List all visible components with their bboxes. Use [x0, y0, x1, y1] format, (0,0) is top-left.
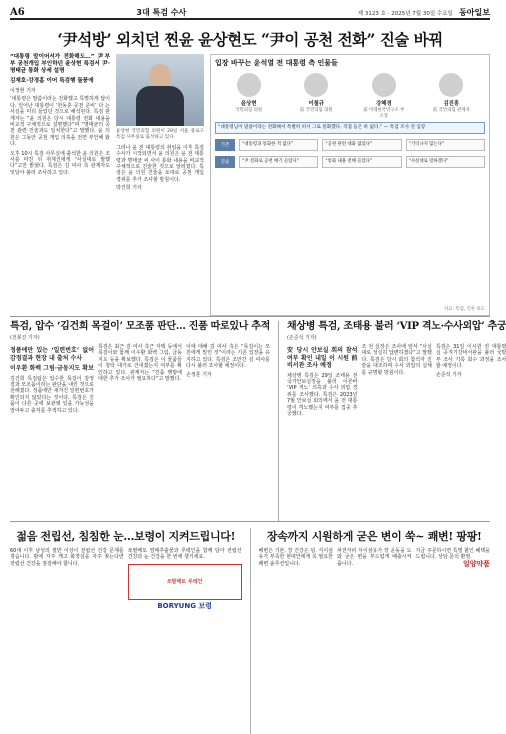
- top-story-col1: [10, 54, 110, 316]
- graphic-box: “사실대로 말하겠다”: [406, 156, 485, 168]
- graphic-quote: “대통령님이 말씀이라는 전화해서 특별히 비서 그로 통화했다. 직접 들은 바 없다.” — 특검 조사 전 입장: [215, 122, 485, 134]
- graphic-tag: 진술: [215, 156, 235, 168]
- top-story-col2: [116, 54, 204, 316]
- brand-logo: 일양약품: [462, 559, 490, 568]
- graphic-tag: 기존: [215, 139, 235, 151]
- graphic-title: 입장 바꾸는 윤석열 전 대통령 측 인물들: [215, 59, 338, 67]
- page-header: [10, 4, 490, 20]
- ad-body: 60대 이후 남성의 절반 이상이 전립선 건강 문제를 겪습니다. 밤에 자주 깨고 화장실을 자주 찾는다면 전립선 건강을 점검해야 합니다.: [10, 548, 124, 567]
- brand-logo: BORYUNG 보령: [157, 601, 212, 610]
- advertisements: [10, 528, 490, 734]
- story-body: 김건희 특검팀은 압수한 목걸이 감정 결과 모조품이라는 판단을 내린 것으로 전해졌다. 정품에만 새겨진 일련번호가 확인되지 않았다는 것이다. 특검은 진품이 다른 곳에 보관돼 있을 가능성을 열어두고 출처를 추적하고 있다.: [10, 375, 94, 414]
- info-graphic: [210, 54, 490, 316]
- product-box: 쏘팔메토 루테인: [128, 564, 242, 600]
- story-body: 조 전 실장은 조사에 앞서 “사실대로 성실히 답변하겠다”고 말했다. 특검은 당시 회의 참석자 진술을 대조하며 수사 외압의 실체를 규명할 방침이다.: [361, 344, 432, 376]
- photo-caption: 윤상현 국민의힘 의원이 29일 서울 종로구 특검 사무실로 출석하고 있다.: [116, 129, 204, 141]
- avatar: [439, 73, 463, 97]
- story-subline: (전봉진 기자): [10, 335, 40, 341]
- ad-boryung: [10, 528, 242, 734]
- ad-headline: 젊음 전립선, 침침한 눈…보령이 지켜드립니다!: [16, 530, 236, 543]
- avatar: [237, 73, 261, 97]
- newspaper-logo: 동아일보: [459, 7, 490, 17]
- story-body: 특검은 31일 이시원 전 대통령실 공직기강비서관을 불러 국방부 조사 기록 회수 과정을 조사할 예정이다.: [435, 344, 506, 370]
- story-body: 특검은 최근 김 여사 측근 자택 등에서 목걸이와 함께 이우환 화백 그림, 금동지도 등을 확보했다. 특검은 이 물품들이 청탁 대가로 건네졌는지 여부를 확인하고 있다. 관계자는 “진품 행방에 대한 추가 조사가 필요하다”고 말했다.: [98, 344, 182, 383]
- graphic-person: 이철규 前 국민의힘 의원: [295, 73, 337, 119]
- top-body2: 그러나 윤 전 대통령의 취임을 이후 특검 수사가 시작되면서 윤 의원은 윤 전 대통령과 명태균 씨 사이 통화 내용을 비교적 구체적으로 진술한 것으로 알려졌다. 특검은 윤 의원 진술을 토대로 공천 개입 경위를 추가 조사할 방침이다.: [116, 144, 204, 183]
- top-body3: 오후 10시 특검 사무실에 출석한 윤 의원은 조사를 마친 뒤 취재진에게 “사실대로 말했다”고만 밝혔다. 특검은 김 여사 측 관계자도 잇달아 불러 조사하고 있다.: [10, 150, 110, 176]
- graphic-people: [215, 73, 485, 119]
- graphic-person: 윤상현 국민의힘 의원: [228, 73, 270, 119]
- ad-body: 지금 주문하시면 특별 할인 혜택을 드립니다. 상담 문의 환영.: [415, 548, 490, 561]
- top-story: [10, 54, 490, 317]
- column-rule: [250, 528, 251, 734]
- graphic-source: 자료: 특검, 언론 보도: [444, 307, 485, 312]
- column-rule: [278, 321, 279, 521]
- story-subline: (손준석 기자): [286, 335, 317, 341]
- graphic-person: 김진흥 前 국민의힘 관계자: [430, 73, 472, 119]
- byline: 손준석 기자: [435, 371, 462, 378]
- story-body: 채상병 특검은 29일 조태용 전 국가안보실장을 불러 이른바 ‘VIP 격노’ 의혹과 수사 외압 경위를 조사했다. 특검은 2023년 7월 안보실 회의에서 윤 전 대통령이 격노했는지 여부를 집중 추궁했다.: [286, 372, 358, 417]
- ad-headline: 장속까지 시원하게 굳은 변이 쑥~ 쾌변! 팡팡!: [266, 530, 482, 543]
- avatar: [304, 73, 328, 97]
- story-lede: 정품에만 있는 ‘일련번호’ 없어 감정결과 현장 내 출처 수사: [10, 347, 94, 362]
- ad-body: 쏘팔메토 열매추출물과 루테인을 함께 담아 전립선 건강과 눈 건강을 한 번에 챙기세요.: [127, 548, 242, 561]
- section-title: 3대 특검 수사: [136, 8, 187, 17]
- story-lede: 安 당시 안보실 회의 참석 여부 확인 내일 이 시원 前비서관 조사 예정: [286, 347, 358, 369]
- byline: 박건희 기자: [116, 185, 142, 192]
- middle-stories: [10, 321, 506, 522]
- avatar: [372, 73, 396, 97]
- top-sub2: 김재호·강경흠 이어 특검행 돌풍에: [10, 78, 94, 84]
- ad-body: 배변은 기본, 장 건강은 덤. 식이섬유가 부족한 현대인에게 꼭 필요한 쾌변 솔루션입니다.: [258, 548, 333, 567]
- page-number: A6: [10, 7, 25, 18]
- person-photo: [116, 54, 204, 126]
- story-marine-probe: [287, 321, 506, 521]
- story-lede2: 이우환 화백 그림·금동지도 확보: [10, 365, 94, 372]
- main-headline: ‘尹석방’ 외치던 찐윤 윤상현도 “尹이 공천 전화” 진술 바꿔: [57, 30, 443, 49]
- byline: 손정훈 기자: [186, 371, 212, 378]
- graphic-box: “통화 내용 전해 들었다”: [322, 156, 401, 168]
- story-headline: 특검, 압수 ‘김건희 목걸이’ 모조품 판단… 진품 따로있나 추적: [10, 321, 270, 332]
- edition-info: 제 3123 호 · 2025년 7월 30일 수요일: [357, 11, 453, 17]
- story-headline: 채상병 특검, 조태용 불러 ‘VIP 격노·수사외압’ 추궁: [286, 321, 506, 332]
- graphic-box: “기억나지 않는다”: [406, 139, 485, 151]
- byline: 이정현 기자: [10, 88, 36, 94]
- graphic-row-before: [215, 139, 485, 151]
- graphic-person: 강혜경 前 미래한국연구소 부소장: [363, 73, 405, 119]
- graphic-box: “대통령과 통화한 적 없다”: [239, 139, 318, 151]
- graphic-row-after: [215, 156, 485, 168]
- top-sub1: “대통령 말이어서가 전화해도…” 尹부부 공천개입 부인하던 윤상현 특검서 尹·명태균 통화 상세 설명: [10, 54, 110, 74]
- story-necklace: [10, 321, 270, 521]
- ad-ilyang: [259, 528, 491, 734]
- graphic-box: “공천 관련 대화 없었다”: [322, 139, 401, 151]
- top-body1: ‘대통령은 말씀이라는 전화했고 특별하게 답이 다. 일어난 대통령이 ‘한동훈 공천 준비’ 다 는 사실을 미리 들었던 것으로 해석된다. 특검 관계자는 “윤 의원은 당시 대통령 전화 내용을 비교적 구체적으로 설명했다”며 “명태균의 공천 관련 진술과도 일치한다”고 말했다. 윤 의원은 그동안 공천 개입 의혹을 전면 부인해 왔다.: [10, 96, 110, 148]
- ad-body: 차전자피 식이섬유가 장 운동을 도와 굳은 변을 부드럽게 배출시켜 줍니다.: [337, 548, 412, 567]
- graphic-box: “尹 전화로 공천 얘기 들었다”: [239, 156, 318, 168]
- story-body: 이에 대해 김 여사 측은 “목걸이는 모친에게 빌린 것”이라는 기존 입장을 유지하고 있다. 특검은 조만간 김 여사를 다시 불러 조사할 예정이다.: [186, 344, 270, 370]
